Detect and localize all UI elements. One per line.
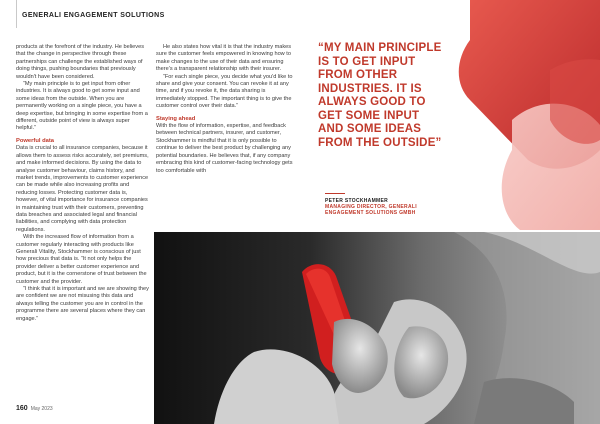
page-number: 160 (16, 405, 28, 412)
attribution-name: PETER STOCKHAMMER (325, 198, 389, 204)
text-column-middle (156, 44, 294, 175)
paragraph: With the flow of information, expertise, and feedback between technical partners, insurer, and customer, Stockhammer is mindful that it is only possible to continue to deliver the best product by challenging any potential boundaries. He believes that, if any company embracing this kind of customer-facing technology gets too comfortable with (156, 123, 293, 174)
paragraph: “My main principle is to get input from other industries. It is always good to get some input and some ideas from the outside. When you are permanently working on a single piece, you have a deep expertise, but bringing in some expertise from a different, outside point of view is always super helpful.” (16, 81, 148, 132)
paragraph: He also states how vital it is that the industry makes sure the customer feels empowered in knowing how to make changes to the use of their data and ensuring there's a transparent relationship with their insurer. (156, 44, 292, 73)
person-holding-phone-photo (154, 232, 600, 424)
paragraph: “I think that it is important and we are showing they are confident we are not misusing this data and always telling the customer you are in control in the programme there are several places where they can engage.” (16, 286, 149, 322)
subheading-powerful-data: Powerful data (16, 137, 55, 144)
pull-quote: “MY MAIN PRINCIPLE IS TO GET INPUT FROM OTHER INDUSTRIES. IT IS ALWAYS GOOD TO GET SOME INPUT AND SOME IDEAS FROM THE OUTSIDE” (318, 42, 442, 149)
quote-attribution (325, 198, 425, 216)
paragraph: “For each single piece, you decide what you'd like to share and give your consent. You can revoke it at any time, and if you revoke it, the data sharing is immediately stopped. The important thing is to give the customer control over their data.” (156, 73, 293, 110)
paragraph: products at the forefront of the industry. He believes that the change in perspective through these partnerships can challenge the established ways of doing things, pushing boundaries that previously wouldn't have been considered. (16, 44, 145, 80)
attribution-role: MANAGING DIRECTOR, GENERALI ENGAGEMENT SOLUTIONS GMBH (325, 204, 417, 216)
page-footer (16, 405, 53, 412)
section-header: GENERALI ENGAGEMENT SOLUTIONS (22, 12, 165, 19)
subheading-staying-ahead: Staying ahead (156, 115, 196, 122)
paragraph: With the increased flow of information from a customer regularly interacting with products like Generali Vitality, Stockhammer is conscious of just how precious that data is. “It not only helps the provider deliver a better customer experience and product, but it is the cornerstone of trust between the customer and the provider. (16, 234, 147, 285)
text-column-left (16, 44, 150, 323)
quote-divider (325, 193, 345, 194)
paragraph: Data is crucial to all insurance companies, because it allows them to assess risks accurately, set premiums, and make informed decisions. By using the data to analyse customer behaviour, claims history, and market trends, improvements to customer experience can be made while also increasing profits and reducing losses. Protecting customer data is, however, of vital importance for insurance companies in maintaining trust with their customers, preventing data breaches and associated legal and financial liabilities, and complying with data protection regulations. (16, 145, 149, 233)
issue-date: May 2023 (30, 406, 53, 412)
header-divider (16, 0, 17, 28)
